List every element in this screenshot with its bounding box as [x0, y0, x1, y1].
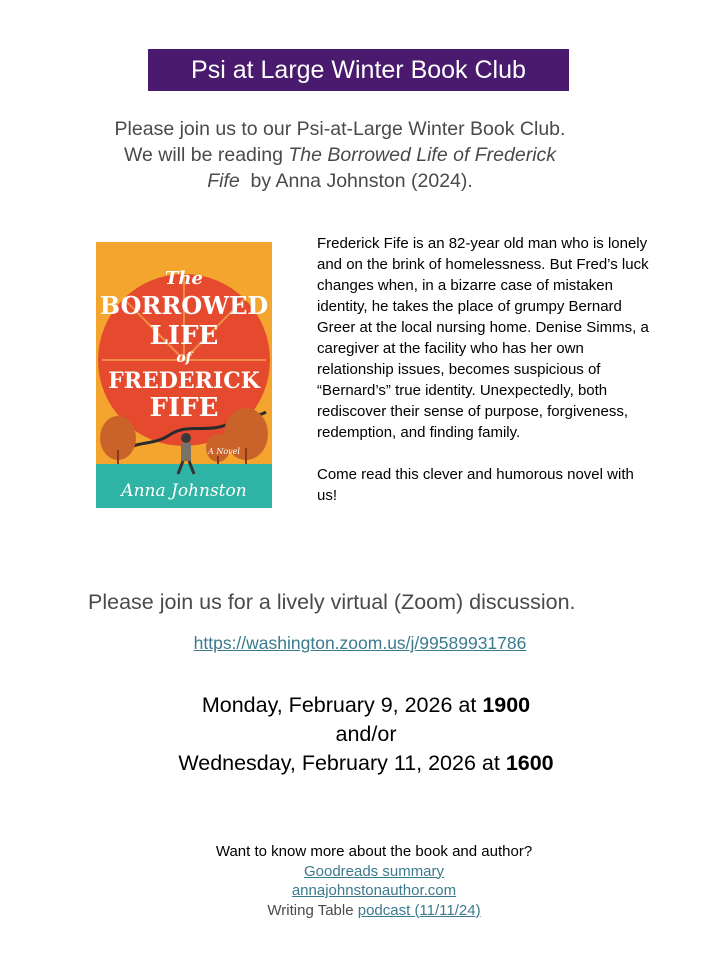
- date-1-time: 1900: [482, 693, 531, 717]
- podcast-link[interactable]: podcast (11/11/24): [357, 901, 481, 919]
- invite-line-2: [80, 142, 600, 168]
- cover-title-borrowed: BORROWED: [99, 291, 269, 320]
- cover-title-fife: FIFE: [149, 393, 219, 423]
- cover-title-life: LIFE: [149, 321, 219, 351]
- invite-line-1: Please join us to our Psi-at-Large Winter Book Club.: [114, 118, 566, 140]
- description-paragraph-1: Frederick Fife is an 82-year old man who is lonely and on the brink of homelessness. But Fred’s luck changes when, in a bizarre case of mistaken identity, he takes the place of grumpy Bernard Greer at the local nursing home. Denise Simms, a caregiver at the facility who has her own relationship issues, becomes suspicious of “Bernard’s” true identity. Unexpectedly, both rediscover their sense of purpose, forgiveness, redemption, and finding family.: [317, 235, 649, 441]
- invite-paragraph: [80, 116, 600, 194]
- meeting-dates: [0, 691, 720, 778]
- zoom-invite-text: Please join us for a lively virtual (Zoom) discussion.: [88, 590, 576, 614]
- cover-title-frederick: FREDERICK: [108, 368, 260, 394]
- cover-title-the: The: [165, 268, 203, 289]
- author-website-link[interactable]: annajohnstonauthor.com: [291, 882, 457, 899]
- cover-tagline: A Novel: [208, 447, 240, 456]
- date-2: [0, 749, 720, 778]
- writing-table-prefix: Writing Table: [267, 901, 358, 919]
- invite-line-3: [80, 168, 600, 194]
- book-title-part-2: Fife: [207, 170, 240, 192]
- more-info: [0, 842, 720, 920]
- invite-line-3-suffix: by Anna Johnston (2024).: [239, 170, 473, 192]
- more-info-question: Want to know more about the book and author?: [215, 843, 533, 860]
- zoom-link[interactable]: https://washington.zoom.us/j/99589931786: [193, 633, 527, 653]
- date-1-text: Monday, February 9, 2026 at: [201, 693, 483, 717]
- date-1: [0, 691, 720, 720]
- book-cover-image: [96, 242, 272, 508]
- invite-line-2-prefix: We will be reading: [123, 144, 289, 166]
- banner-title: Psi at Large Winter Book Club: [191, 55, 526, 84]
- book-description: [317, 233, 657, 506]
- cover-title-of: of: [176, 350, 192, 366]
- cover-author: Anna Johnston: [121, 481, 247, 501]
- description-paragraph-2: Come read this clever and humorous novel with us!: [317, 466, 634, 504]
- date-2-text: Wednesday, February 11, 2026 at: [178, 751, 506, 775]
- book-club-banner: [148, 49, 569, 91]
- date-2-time: 1600: [505, 751, 554, 775]
- writing-table-line: [0, 901, 720, 921]
- book-cover-art: [96, 242, 272, 508]
- goodreads-link[interactable]: Goodreads summary: [303, 862, 445, 880]
- book-title-part-1: The Borrowed Life of Frederick: [288, 144, 557, 166]
- date-connector: and/or: [335, 722, 397, 746]
- zoom-link-row: [0, 633, 720, 654]
